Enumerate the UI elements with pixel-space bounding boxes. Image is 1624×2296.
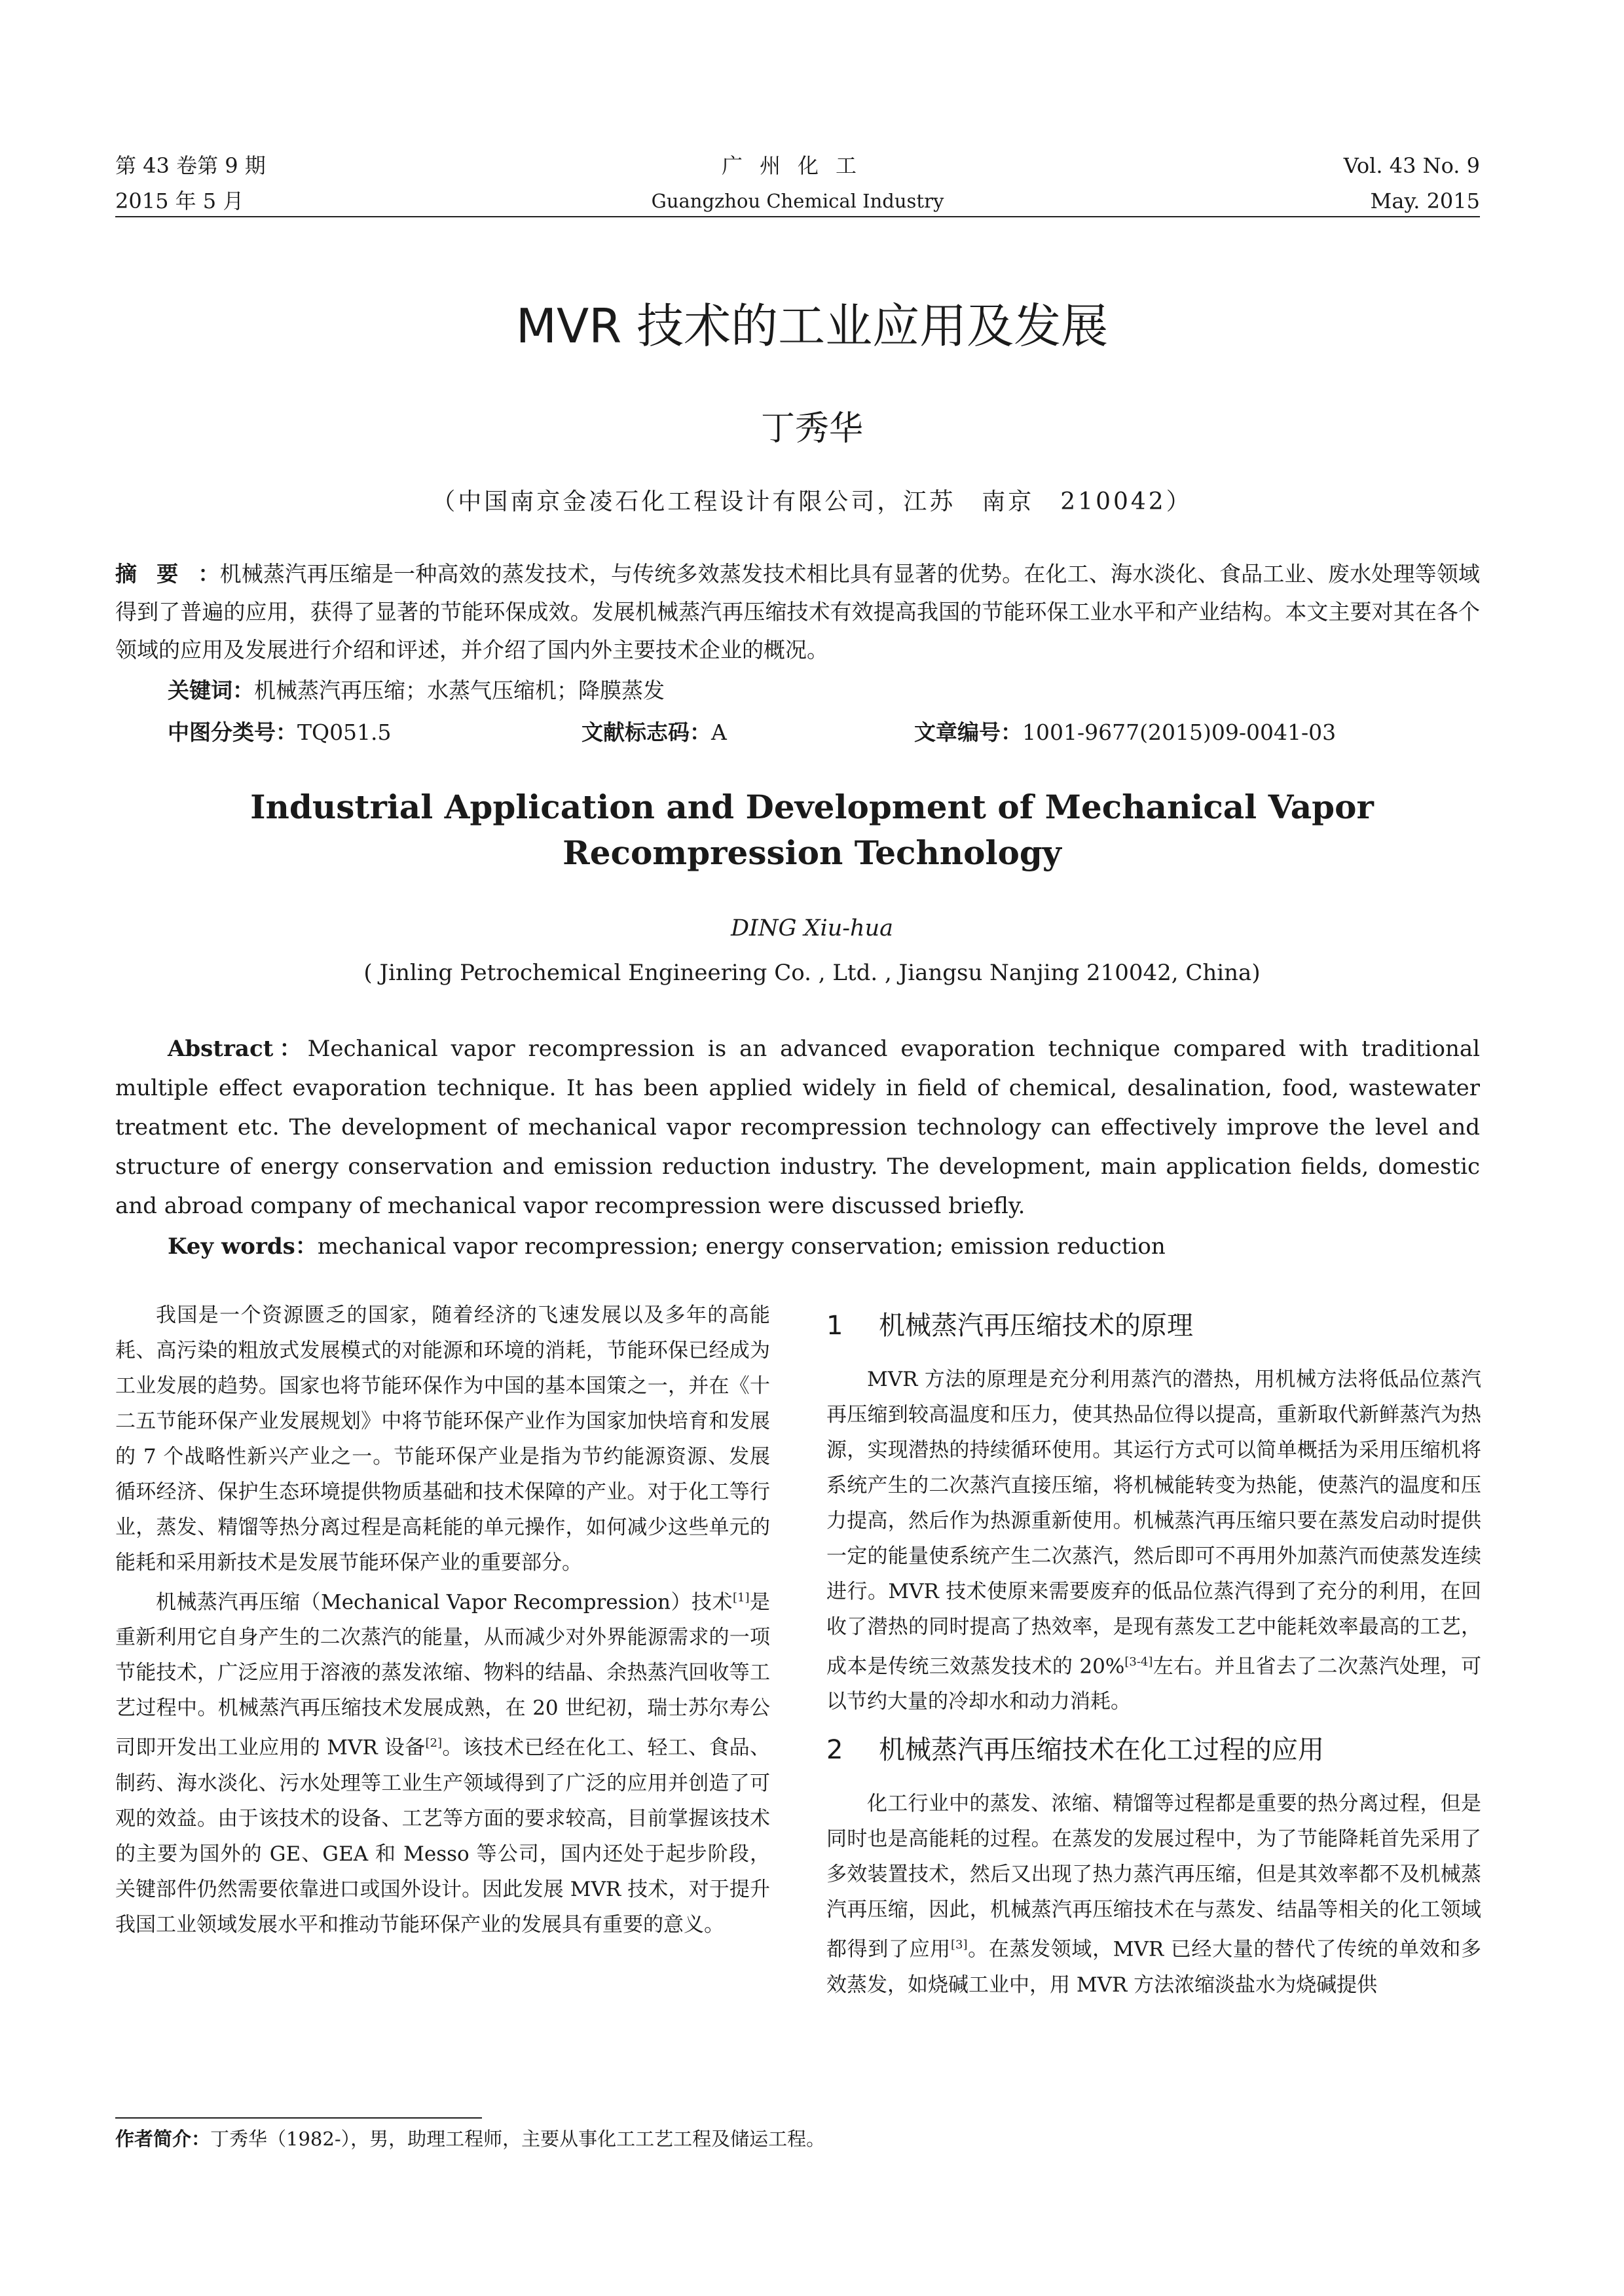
- journal-name-cn: 广州化工: [721, 153, 874, 178]
- affiliation-cn: （中国南京金凌石化工程设计有限公司，江苏 南京 210042）: [432, 488, 1192, 515]
- volume-cn: 第 43 卷第 9 期: [115, 153, 266, 178]
- header-rule: [115, 216, 1480, 217]
- article-label: 文章编号：: [914, 720, 1022, 745]
- section-heading-1: [826, 1304, 1481, 1347]
- keywords-cn-text: 机械蒸汽再压缩；水蒸气压缩机；降膜蒸发: [254, 678, 665, 703]
- date-en: May. 2015: [1370, 189, 1480, 213]
- section-number: 1: [826, 1311, 843, 1341]
- classification-row: [168, 714, 1480, 753]
- keywords-cn: [168, 672, 1480, 710]
- abstract-en-label: Abstract：: [168, 1036, 308, 1062]
- doc-label: 文献标志码：: [581, 720, 711, 745]
- article-value: 1001-9677(2015)09-0041-03: [1022, 720, 1337, 745]
- volume-en: Vol. 43 No. 9: [1343, 153, 1480, 178]
- footnote-label: 作者简介：: [115, 2128, 211, 2150]
- paper-title-en: [0, 784, 1624, 876]
- title-en-line2: Recompression Technology: [563, 833, 1061, 872]
- citation-ref: [2]: [425, 1736, 443, 1751]
- journal-name-en: Guangzhou Chemical Industry: [651, 190, 944, 212]
- running-header: [115, 148, 1480, 213]
- keywords-en-label: Key words：: [168, 1233, 318, 1260]
- paper-title-cn: MVR 技术的工业应用及发展: [515, 299, 1109, 354]
- author-name-en: DING Xiu-hua: [730, 915, 894, 941]
- keywords-en: [168, 1227, 1480, 1266]
- intro-paragraph-1: 我国是一个资源匮乏的国家，随着经济的飞速发展以及多年的高能耗、高污染的粗放式发展模式的对能源和环境的消耗，节能环保已经成为工业发展的趋势。国家也将节能环保作为中国的基本国策之一，并在《十二五节能环保产业发展规划》中将节能环保产业作为国家加快培育和发展的 7 个战略性新兴产业之一。节能环保产业是指为节约能源资源、发展循环经济、保护生态环境提供物质基础和技术保障的产业。对于化工等行业，蒸发、精馏等热分离过程是高耗能的单元操作，如何减少这些单元的能耗和采用新技术是发展节能环保产业的重要部分。: [115, 1303, 770, 1575]
- citation-ref: [3-4]: [1124, 1655, 1153, 1669]
- keywords-cn-label: 关键词：: [168, 678, 254, 703]
- title-en-line1: Industrial Application and Development of Mechanical Vapor: [250, 788, 1374, 826]
- document-code: [581, 714, 727, 752]
- intro-paragraph-2: 机械蒸汽再压缩（Mechanical Vapor Recompression）技术[1]是重新利用它自身产生的二次蒸汽的能量，从而减少对外界能源需求的一项节能技术，广泛应用于溶液的蒸发浓缩、物料的结晶、余热蒸汽回收等工艺过程中。机械蒸汽再压缩技术发展成熟，在 20 世纪初，瑞士苏尔寿公司即开发出工业应用的 MVR 设备[2]。该技术已经在化工、轻工、食品、制药、海水淡化、污水处理等工业生产领域得到了广泛的应用并创造了可观的效益。由于该技术的设备、工艺等方面的要求较高，目前掌握该技术的主要为国外的 GE、GEA 和 Messo 等公司，国内还处于起步阶段，关键部件仍然需要依靠进口或国外设计。因此发展 MVR 技术，对于提升我国工业领域发展水平和推动节能环保产业的发展具有重要的意义。: [115, 1590, 770, 1937]
- author-footnote: [115, 2123, 1480, 2155]
- body-column-right: [826, 1298, 1481, 2003]
- doc-value: A: [711, 720, 727, 745]
- header-center: [115, 148, 1480, 219]
- abstract-cn: 摘要：机械蒸汽再压缩是一种高效的蒸发技术，与传统多效蒸发技术相比具有显著的优势。在化工、海水淡化、食品工业、废水处理等领域得到了普遍的应用，获得了显著的节能环保成效。发展机械蒸汽再压缩技术有效提高我国的节能环保工业水平和产业结构。本文主要对其在各个领域的应用及发展进行介绍和评述，并介绍了国内外主要技术企业的概况。: [115, 561, 1481, 663]
- abstract-en-text: Mechanical vapor recompression is an advanced evaporation technique compared with traditional multiple effect evaporation technique. It has been applied widely in field of chemical, desalination, food, wastewater treatment etc. The development of mechanical vapor recompression technology can effectively improve the level and structure of energy conservation and emission reduction industry. The development, main application fields, domestic and abroad company of mechanical vapor recompression were discussed briefly.: [115, 1036, 1480, 1219]
- citation-ref: [3]: [950, 1938, 968, 1952]
- author-name-cn: 丁秀华: [760, 409, 863, 448]
- abstract-cn-text: 机械蒸汽再压缩是一种高效的蒸发技术，与传统多效蒸发技术相比具有显著的优势。在化工、海水淡化、食品工业、废水处理等领域得到了普遍的应用，获得了显著的节能环保成效。发展机械蒸汽再压缩技术有效提高我国的节能环保工业水平和产业结构。本文主要对其在各个领域的应用及发展进行介绍和评述，并介绍了国内外主要技术企业的概况。: [115, 561, 1481, 663]
- section-2-paragraph: 化工行业中的蒸发、浓缩、精馏等过程都是重要的热分离过程，但是同时也是高能耗的过程。在蒸发的发展过程中，为了节能降耗首先采用了多效装置技术，然后又出现了热力蒸汽再压缩，但是其效率都不及机械蒸汽再压缩，因此，机械蒸汽再压缩技术在与蒸发、结晶等相关的化工领域都得到了应用[3]。在蒸发领域，MVR 已经大量的替代了传统的单效和多效蒸发，如烧碱工业中，用 MVR 方法浓缩淡盐水为烧碱提供: [826, 1792, 1481, 1997]
- section-1-paragraph: MVR 方法的原理是充分利用蒸汽的潜热，用机械方法将低品位蒸汽再压缩到较高温度和压力，使其热品位得以提高，重新取代新鲜蒸汽为热源，实现潜热的持续循环使用。其运行方式可以简单概括为采用压缩机将系统产生的二次蒸汽直接压缩，将机械能转变为热能，使蒸汽的温度和压力提高，然后作为热源重新使用。机械蒸汽再压缩只要在蒸发启动时提供一定的能量使系统产生二次蒸汽，然后即可不再用外加蒸汽而使蒸发连续进行。MVR 技术使原来需要废弃的低品位蒸汽得到了充分的利用，在回收了潜热的同时提高了热效率，是现有蒸发工艺中能耗效率最高的工艺，成本是传统三效蒸发技术的 20%[3-4]左右。并且省去了二次蒸汽处理，可以节约大量的冷却水和动力消耗。: [826, 1368, 1482, 1714]
- abstract-cn-label: 摘要: [115, 561, 198, 587]
- section-heading-2: [826, 1728, 1481, 1772]
- body-column-left: [115, 1298, 770, 1942]
- header-right: [1344, 148, 1480, 219]
- date-cn: 2015 年 5 月: [115, 189, 244, 213]
- footnote-rule: [115, 2117, 482, 2119]
- clc-code: [168, 714, 392, 752]
- abstract-en: [115, 1029, 1480, 1226]
- clc-value: TQ051.5: [297, 720, 392, 745]
- section-title: 机械蒸汽再压缩技术的原理: [879, 1311, 1193, 1341]
- keywords-en-text: mechanical vapor recompression; energy conservation; emission reduction: [317, 1233, 1166, 1260]
- citation-ref: [1]: [733, 1591, 750, 1605]
- section-number: 2: [826, 1735, 843, 1766]
- section-title: 机械蒸汽再压缩技术在化工过程的应用: [879, 1735, 1324, 1766]
- footnote-text: 丁秀华（1982-），男，助理工程师，主要从事化工工艺工程及储运工程。: [210, 2128, 826, 2150]
- clc-label: 中图分类号：: [168, 720, 297, 745]
- affiliation-en: ( Jinling Petrochemical Engineering Co. , Ltd. , Jiangsu Nanjing 210042, China): [363, 960, 1261, 986]
- article-number: [914, 714, 1336, 752]
